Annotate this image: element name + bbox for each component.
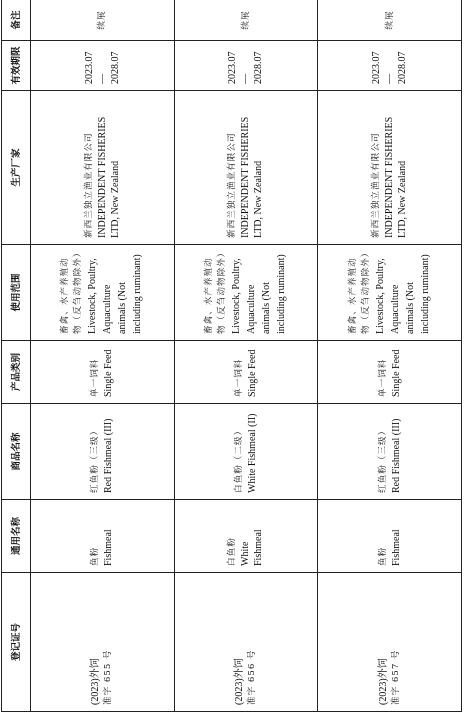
validity-start: 2023.07 —: [227, 51, 252, 84]
generic-name-cell: [31, 500, 175, 573]
validity-cell: [31, 41, 175, 91]
validity-end: 2028.07: [109, 51, 121, 84]
manufacturer-en: INDEPENDENT FISHERIES LTD, New Zealand: [96, 116, 121, 238]
trade-name-en: Red Fishmeal (III): [390, 418, 402, 493]
trade-name-cn: 红鱼粉（三级）: [90, 425, 101, 493]
table-row: [318, 0, 462, 712]
trade-name-cn: 白鱼粉（二级）: [233, 425, 244, 493]
table-row: [174, 0, 318, 712]
table-row: [31, 0, 175, 712]
generic-name-cn: 白鱼粉: [227, 537, 238, 566]
header-scope: 使用范围: [2, 245, 31, 341]
category-cell: [31, 341, 175, 404]
feed-registration-table: [1, 0, 462, 712]
header-generic-name: 通用名称: [2, 500, 31, 573]
scope-en: Livestock, Poultry, Aquaculture animals (Not including ruminant): [87, 254, 144, 334]
generic-name-en: White Fishmeal: [240, 529, 265, 566]
category-cell: [318, 341, 462, 404]
scope-cell: [31, 245, 175, 341]
remarks-text: 续展: [384, 10, 395, 30]
validity-cell: [318, 41, 462, 91]
category-en: Single Feed: [103, 349, 115, 397]
header-validity: 有效期限: [2, 41, 31, 91]
manufacturer-en: INDEPENDENT FISHERIES LTD, New Zealand: [240, 116, 265, 238]
manufacturer-cell: [318, 91, 462, 245]
manufacturer-cell: [174, 91, 318, 245]
manufacturer-cn: 新西兰独立渔业有限公司: [371, 132, 382, 238]
remarks-cell: [318, 0, 462, 41]
validity-start: 2023.07 —: [83, 51, 108, 84]
generic-name-cell: [174, 500, 318, 573]
manufacturer-en: INDEPENDENT FISHERIES LTD, New Zealand: [384, 116, 409, 238]
remarks-text: 续展: [240, 10, 251, 30]
header-category: 产品类别: [2, 341, 31, 404]
category-en: Single Feed: [390, 349, 402, 397]
validity-end: 2028.07: [253, 51, 265, 84]
table-header-row: [2, 0, 31, 712]
scope-cell: [174, 245, 318, 341]
reg-no-line1: (2023)外饲: [90, 658, 102, 705]
generic-name-cn: 鱼粉: [90, 546, 101, 566]
validity-cell: [174, 41, 318, 91]
validity-start: 2023.07 —: [371, 51, 396, 84]
category-en: Single Feed: [246, 349, 258, 397]
category-cn: 单一饲料: [90, 358, 101, 397]
generic-name-cn: 鱼粉: [377, 546, 388, 566]
validity-end: 2028.07: [397, 51, 409, 84]
scope-cn: 畜禽、水产养殖动物（反刍动物除外）: [347, 247, 371, 334]
reg-no-line2: 准字 655 号: [103, 649, 114, 705]
manufacturer-cell: [31, 91, 175, 245]
category-cn: 单一饲料: [233, 358, 244, 397]
reg-no-cell: [174, 573, 318, 712]
reg-no-line2: 准字 657 号: [390, 649, 401, 705]
remarks-text: 续展: [97, 10, 108, 30]
header-remarks: 备注: [2, 0, 31, 41]
trade-name-en: Red Fishmeal (III): [103, 418, 115, 493]
generic-name-en: Fishmeal: [390, 529, 402, 566]
reg-no-line1: (2023)外饲: [377, 658, 389, 705]
scope-cell: [318, 245, 462, 341]
trade-name-cell: [174, 404, 318, 500]
generic-name-cell: [318, 500, 462, 573]
header-trade-name: 商品名称: [2, 404, 31, 500]
remarks-cell: [174, 0, 318, 41]
generic-name-en: Fishmeal: [103, 529, 115, 566]
manufacturer-cn: 新西兰独立渔业有限公司: [227, 132, 238, 238]
reg-no-line2: 准字 656 号: [246, 649, 257, 705]
scope-cn: 畜禽、水产养殖动物（反刍动物除外）: [60, 247, 84, 334]
trade-name-cn: 红鱼粉（三级）: [377, 425, 388, 493]
rotated-table-frame: [1, 0, 462, 712]
header-manufacturer: 生产厂家: [2, 91, 31, 245]
scope-cn: 畜禽、水产养殖动物（反刍动物除外）: [203, 247, 227, 334]
category-cn: 单一饲料: [377, 358, 388, 397]
manufacturer-cn: 新西兰独立渔业有限公司: [83, 132, 94, 238]
reg-no-cell: [31, 573, 175, 712]
trade-name-en: White Fishmeal (II): [246, 413, 258, 493]
trade-name-cell: [318, 404, 462, 500]
scope-en: Livestock, Poultry, Aquaculture animals (Not including ruminant): [374, 254, 431, 334]
category-cell: [174, 341, 318, 404]
reg-no-line1: (2023)外饲: [233, 658, 245, 705]
header-reg-no: 登记证号: [2, 573, 31, 712]
scope-en: Livestock, Poultry, Aquaculture animals (Not including ruminant): [230, 254, 287, 334]
reg-no-cell: [318, 573, 462, 712]
remarks-cell: [31, 0, 175, 41]
trade-name-cell: [31, 404, 175, 500]
